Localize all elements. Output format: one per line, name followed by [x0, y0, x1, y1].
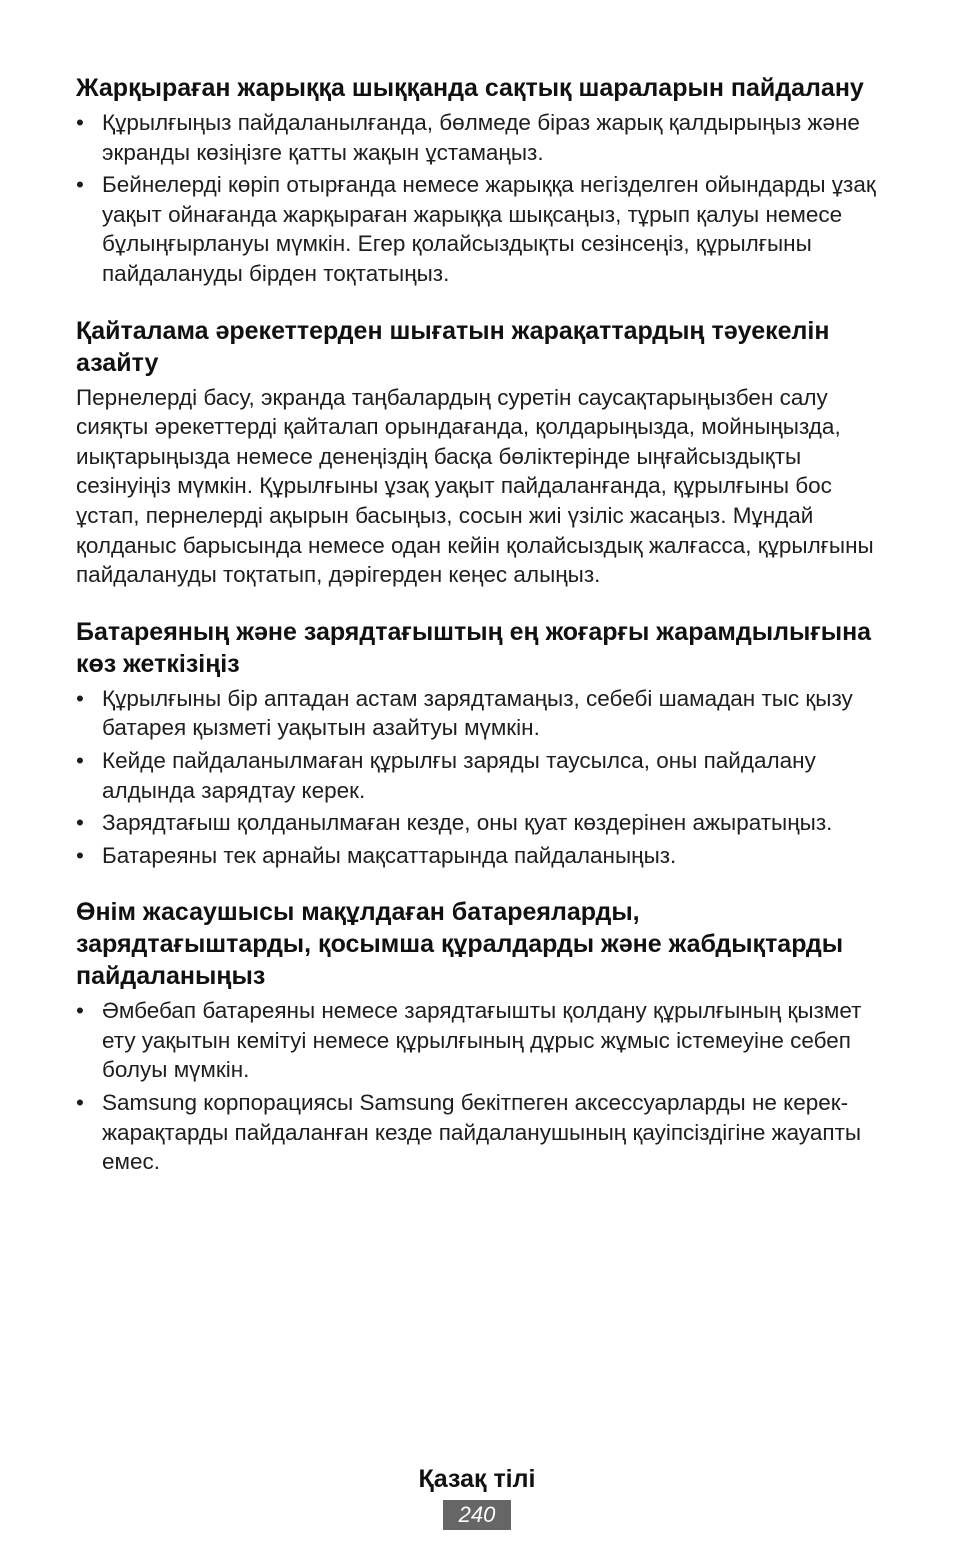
section-heading: Қайталама әрекеттерден шығатын жарақаттардың тәуекелін азайту	[76, 316, 830, 377]
footer-language: Қазақ тілі	[418, 1465, 536, 1493]
list-item: • Құрылғыны бір аптадан астам зарядтамаңыз, себебі шамадан тыс қызу батарея қызметі уақытын азайтуы мүмкін.	[76, 684, 876, 743]
list-item: • Құрылғыңыз пайдаланылғанда, бөлмеде біраз жарық қалдырыңыз және экранды көзіңізге қатты жақын ұстамаңыз.	[76, 108, 876, 167]
section-heading: Батареяның және зарядтағыштың ең жоғарғы жарамдылығына көз жеткізіңіз	[76, 617, 872, 678]
section-battery-life	[76, 616, 876, 871]
section-paragraph: Пернелерді басу, экранда таңбалардың суретін саусақтарыңызбен салу сияқты әрекеттерді қайталап орындағанда, қолдарыңызда, мойныңызда, иықтарыңызда немесе денеңіздің басқа бөліктерінде ыңғайсыздықты сезінуіңіз мүмкін. Құрылғыны ұзақ уақыт пайдаланғанда, құрылғыны бос ұстап, пернелерді ақырын басыңыз, сосын жиі үзіліс жасаңыз. Мұндай қолданыс барысында немесе одан кейін қолайсыздық жалғасса, құрылғыны пайдалануды тоқтатып, дәрігерден кеңес алыңыз.	[76, 384, 874, 588]
list-item: • Samsung корпорациясы Samsung бекітпеген аксессуарларды не керек-жарақтарды пайдаланған кезде пайдаланушының қауіпсіздігіне жауапты емес.	[76, 1088, 876, 1177]
list-item: • Кейде пайдаланылмаған құрылғы заряды таусылса, оны пайдалану алдында зарядтау керек.	[76, 746, 876, 805]
list-item: • Бейнелерді көріп отырғанда немесе жарыққа негізделген ойындарды ұзақ уақыт ойнағанда жарқыраған жарыққа шықсаңыз, тұрып қалуы немесе бұлыңғырлануы мүмкін. Егер қолайсыздықты сезінсеңіз, құрылғыны пайдалануды бірден тоқтатыңыз.	[76, 170, 876, 288]
page-content	[76, 72, 876, 1180]
section-heading: Жарқыраған жарыққа шыққанда сақтық шараларын пайдалану	[76, 74, 864, 102]
bullet-list	[76, 684, 876, 871]
page-footer	[0, 1462, 954, 1530]
list-item: • Әмбебап батареяны немесе зарядтағышты қолдану құрылғының қызмет ету уақытын кемітуі немесе құрылғының дұрыс жұмыс істемеуіне себеп болуы мүмкін.	[76, 996, 876, 1085]
section-repetitive-motion	[76, 315, 876, 590]
bullet-list	[76, 996, 876, 1177]
section-bright-light	[76, 72, 876, 289]
section-approved-accessories	[76, 896, 876, 1177]
list-item: • Батареяны тек арнайы мақсаттарында пайдаланыңыз.	[76, 841, 876, 871]
section-heading: Өнім жасаушысы мақұлдаған батареяларды, зарядтағыштарды, қосымша құралдарды және жабдықтарды пайдаланыңыз	[76, 898, 844, 991]
page-number: 240	[443, 1500, 511, 1530]
list-item: • Зарядтағыш қолданылмаған кезде, оны қуат көздерінен ажыратыңыз.	[76, 808, 876, 838]
bullet-list	[76, 108, 876, 289]
